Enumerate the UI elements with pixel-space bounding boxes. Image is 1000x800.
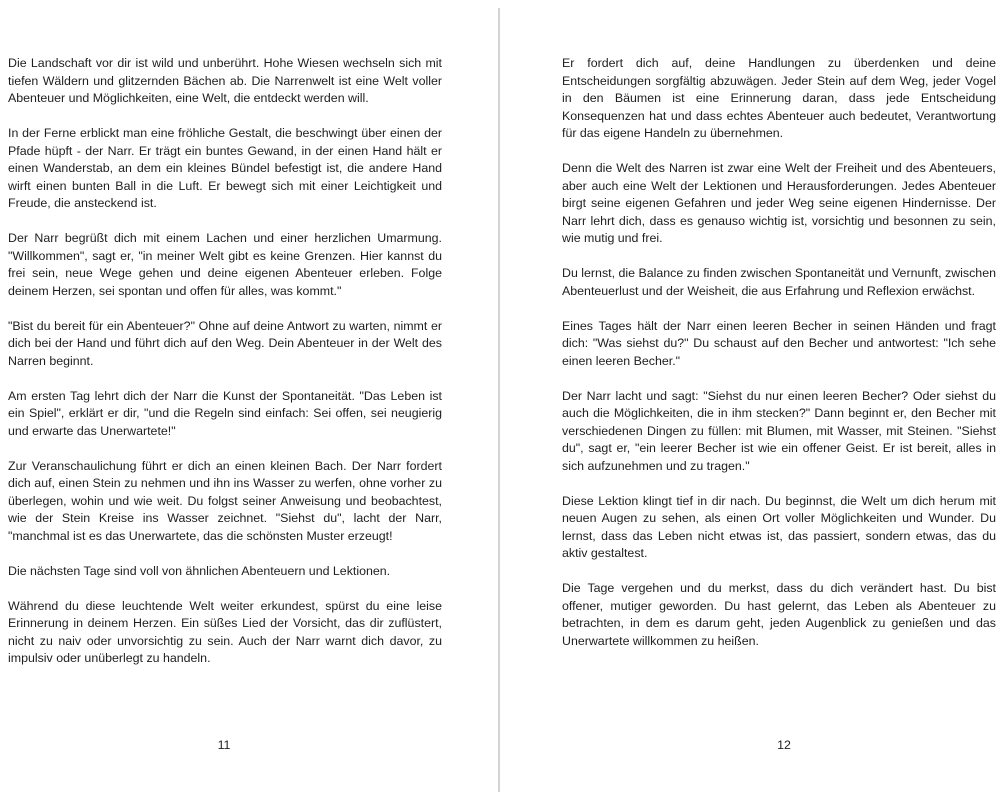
paragraph: Denn die Welt des Narren ist zwar eine Welt der Freiheit und des Abenteuers, aber auch eine Welt der Lektionen und Herausforderungen. Jedes Abenteuer birgt seine eigenen Gefahren und jeder Weg seine eigenen Hindernisse. Der Narr lehrt dich, dass es genauso wichtig ist, vorsichtig und besonnen zu sein, wie mutig und frei.: [562, 161, 996, 245]
paragraph: Der Narr begrüßt dich mit einem Lachen und einer herzlichen Umarmung. "Willkommen", sagt er, "in meiner Welt gibt es keine Grenzen. Hier kannst du frei sein, neue Wege gehen und deine eigenen Abenteuer erleben. Folge deinem Herzen, sei spontan und offen für alles, was kommt.": [8, 231, 442, 298]
page-right: [500, 0, 1000, 800]
page-text: [562, 55, 996, 668]
page-left: [0, 0, 498, 800]
paragraph: Die Tage vergehen und du merkst, dass du dich verändert hast. Du bist offener, mutiger geworden. Du hast gelernt, das Leben als Abenteuer zu betrachten, in dem es darum geht, jeden Augenblick zu genießen und das Unerwartete willkommen zu heißen.: [562, 581, 996, 648]
paragraph: Du lernst, die Balance zu finden zwischen Spontaneität und Vernunft, zwischen Abenteuerlust und der Weisheit, die aus Erfahrung und Reflexion erwächst.: [562, 266, 996, 298]
paragraph: Der Narr lacht und sagt: "Siehst du nur einen leeren Becher? Oder siehst du auch die Möglichkeiten, die in ihm stecken?" Dann beginnt er, den Becher mit verschiedenen Dingen zu füllen: mit Blumen, mit Wasser, mit Steinen. "Siehst du", sagt er, "ein leerer Becher ist wie ein offener Geist. Er ist bereit, alles in sich aufzunehmen und zu tragen.": [562, 388, 996, 473]
paragraph: Die Landschaft vor dir ist wild und unberührt. Hohe Wiesen wechseln sich mit tiefen Wäldern und glitzernden Bächen ab. Die Narrenwelt ist eine Welt voller Abenteuer und Möglichkeiten, eine Welt, die entdeckt werden will.: [8, 56, 442, 105]
page-text: [8, 55, 442, 685]
page-number: 11: [217, 738, 231, 752]
page-number: 12: [777, 738, 791, 752]
paragraph: Während du diese leuchtende Welt weiter erkundest, spürst du eine leise Erinnerung in deinem Herzen. Ein süßes Lied der Vorsicht, das dir zuflüstert, nicht zu naiv oder unvorsichtig zu sein. Auch der Narr warnt dich davor, zu impulsiv oder unüberlegt zu handeln.: [8, 598, 442, 665]
paragraph: Diese Lektion klingt tief in dir nach. Du beginnst, die Welt um dich herum mit neuen Augen zu sehen, als einen Ort voller Möglichkeiten und Wunder. Du lernst, dass das Leben nicht etwas ist, das passiert, sondern etwas, das du aktiv gestaltest.: [562, 493, 996, 560]
paragraph: "Bist du bereit für ein Abenteuer?" Ohne auf deine Antwort zu warten, nimmt er dich bei der Hand und führt dich auf den Weg. Dein Abenteuer in der Welt des Narren beginnt.: [8, 318, 442, 368]
paragraph: Eines Tages hält der Narr einen leeren Becher in seinen Händen und fragt dich: "Was siehst du?" Du schaust auf den Becher und antwortest: "Ich sehe einen leeren Becher.": [562, 318, 996, 368]
paragraph: Die nächsten Tage sind voll von ähnlichen Abenteuern und Lektionen.: [8, 563, 391, 578]
paragraph: Zur Veranschaulichung führt er dich an einen kleinen Bach. Der Narr fordert dich auf, einen Stein zu nehmen und ihn ins Wasser zu werfen, ohne vorher zu überlegen, wohin und wie weit. Du folgst seiner Anweisung und beobachtest, wie der Stein Kreise ins Wasser zeichnet. "Siehst du", lacht der Narr, "manchmal ist es das Unerwartete, das die schönsten Muster erzeugt!: [8, 458, 442, 543]
paragraph: Er fordert dich auf, deine Handlungen zu überdenken und deine Entscheidungen sorgfältig abzuwägen. Jeder Stein auf dem Weg, jeder Vogel in den Bäumen ist eine Erinnerung daran, dass jede Entscheidung Konsequenzen hat und dass echtes Abenteuer auch bedeutet, Verantwortung für das eigene Handeln zu übernehmen.: [562, 56, 996, 140]
paragraph: In der Ferne erblickt man eine fröhliche Gestalt, die beschwingt über einen der Pfade hüpft - der Narr. Er trägt ein buntes Gewand, in der einen Hand hält er einen Wanderstab, an dem ein kleines Bündel befestigt ist, die andere Hand wirft einen bunten Ball in die Luft. Er bewegt sich mit einer Leichtigkeit und Freude, die ansteckend ist.: [8, 126, 442, 210]
paragraph: Am ersten Tag lehrt dich der Narr die Kunst der Spontaneität. "Das Leben ist ein Spiel", erklärt er dir, "und die Regeln sind einfach: Sei offen, sei neugierig und erwarte das Unerwartete!": [8, 388, 442, 438]
